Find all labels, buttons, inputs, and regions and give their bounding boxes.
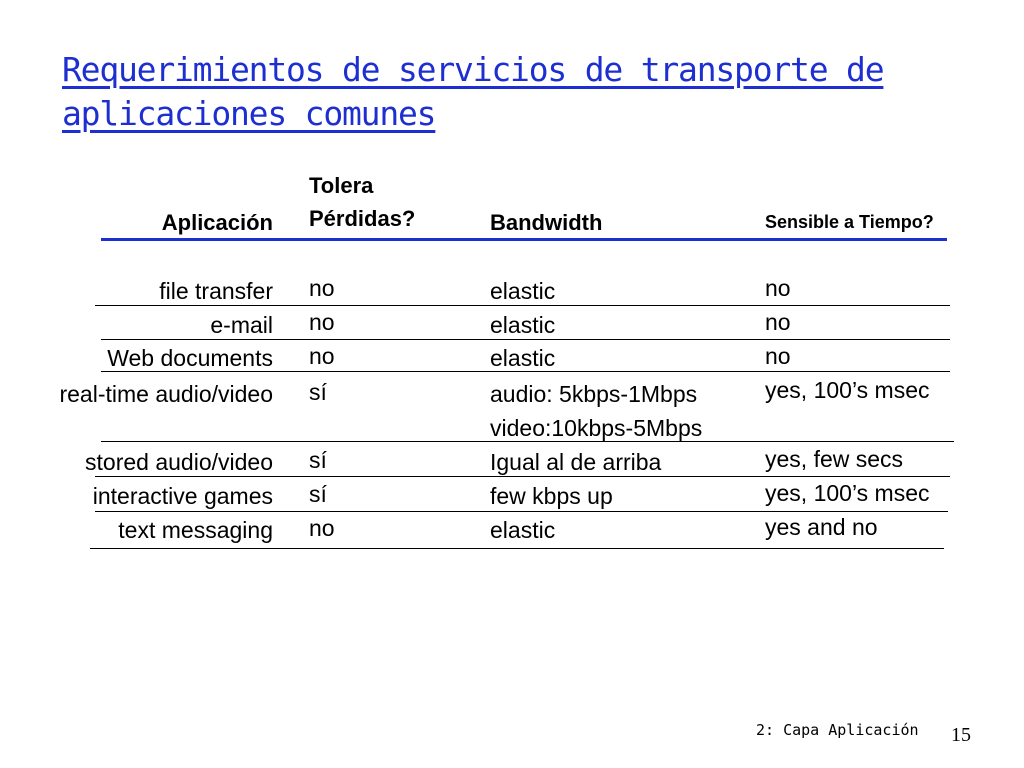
cell-time: yes, few secs	[765, 446, 904, 472]
row-divider	[101, 339, 950, 340]
cell-loss: no	[309, 343, 335, 369]
cell-time: no	[765, 275, 791, 301]
row-divider	[95, 305, 950, 306]
cell-app: file transfer	[159, 278, 273, 304]
header-tolera: Tolera	[309, 173, 374, 198]
cell-loss: no	[309, 515, 335, 541]
cell-bandwidth: few kbps up	[490, 483, 613, 509]
cell-bandwidth: elastic	[490, 278, 556, 304]
row-divider	[90, 548, 944, 549]
cell-bandwidth: elastic	[490, 345, 556, 371]
header-divider	[101, 238, 947, 241]
cell-loss: sí	[309, 481, 327, 507]
cell-time: yes and no	[765, 514, 878, 540]
header-sensible-tiempo: Sensible a Tiempo?	[765, 212, 934, 232]
header-perdidas: Pérdidas?	[309, 206, 416, 231]
cell-loss: sí	[309, 447, 327, 473]
cell-app: stored audio/video	[85, 449, 273, 475]
cell-app: e-mail	[210, 312, 273, 338]
header-aplicacion: Aplicación	[161, 210, 273, 235]
cell-bandwidth-2: video:10kbps-5Mbps	[490, 415, 703, 441]
cell-bandwidth: elastic	[490, 517, 556, 543]
cell-loss: no	[309, 309, 335, 335]
cell-app: real-time audio/video	[59, 381, 273, 407]
cell-time: yes, 100’s msec	[765, 377, 930, 403]
cell-loss: no	[309, 275, 335, 301]
cell-app: text messaging	[118, 517, 273, 543]
slide-title: Requerimientos de servicios de transporte de aplicaciones comunes	[62, 50, 884, 133]
footer-chapter: 2: Capa Aplicación	[756, 721, 919, 739]
cell-time: no	[765, 343, 791, 369]
cell-bandwidth: audio: 5kbps-1Mbps	[490, 381, 698, 407]
cell-time: yes, 100’s msec	[765, 480, 930, 506]
cell-app: Web documents	[107, 345, 273, 371]
cell-app: interactive games	[92, 483, 273, 509]
cell-loss: sí	[309, 379, 327, 405]
row-divider	[101, 371, 950, 372]
page-number: 15	[951, 724, 971, 746]
row-divider	[95, 476, 950, 477]
row-divider	[95, 511, 948, 512]
cell-bandwidth: elastic	[490, 312, 556, 338]
row-divider	[101, 441, 954, 442]
cell-bandwidth: Igual al de arriba	[490, 449, 662, 475]
header-bandwidth: Bandwidth	[490, 210, 603, 235]
cell-time: no	[765, 309, 791, 335]
